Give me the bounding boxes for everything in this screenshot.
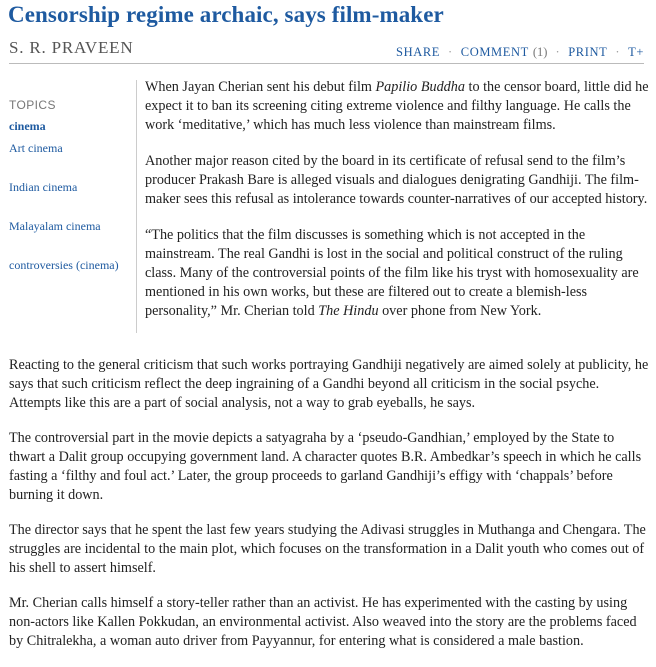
article-paragraph-5: The controversial part in the movie depicts a satyagraha by a ‘pseudo-Gandhian,’ employed by the State to thwart a Dalit group occupying government land. A character quotes B.R. Ambedkar’s speech in which he calls fasting a ‘filthy and foul act.’ Later, the group proceeds to garland Gandhiji’s effigy with ‘chappals’ before burning it down. <box>9 430 642 503</box>
toolbar-separator: · <box>615 45 621 59</box>
author-byline: S. R. PRAVEEN <box>9 38 134 57</box>
header-divider <box>9 63 644 64</box>
topics-sidebar <box>9 98 131 297</box>
newspaper-name: The Hindu <box>318 303 379 319</box>
article-body <box>9 356 651 667</box>
topic-link-controversies-cinema[interactable]: controversies (cinema) <box>9 258 119 272</box>
share-button[interactable]: SHARE <box>396 45 441 59</box>
article-paragraph-2: Another major reason cited by the board in its certificate of refusal send to the film’s producer Prakash Bare is alleged visuals and dialogues denigrating Gandhiji. The film-maker sees this refusal as intolerance towards counter-narratives of our accepted history. <box>145 153 648 207</box>
topic-link-malayalam-cinema[interactable]: Malayalam cinema <box>9 219 101 233</box>
comment-count: (1) <box>532 45 548 59</box>
toolbar-separator: · <box>555 45 561 59</box>
article-paragraph-4: Reacting to the general criticism that such works portraying Gandhiji negatively are aimed solely at publicity, he says that such criticism reflect the deep ingraining of a Gandhi beyond all criticism in the social psyche. Attempts like this are a part of social analysis, not a way to grab eyeballs, he says. <box>9 357 649 411</box>
article-headline: Censorship regime archaic, says film-maker <box>8 2 444 27</box>
article-paragraph-1: When Jayan Cherian sent his debut film Papilio Buddha to the censor board, little did he expect it to ban its screening citing extreme violence and filthy language. He calls the work ‘meditative,’ which has much less violence than mainstream films. <box>145 79 649 133</box>
toolbar-separator: · <box>448 45 453 59</box>
topic-link-cinema[interactable]: cinema <box>9 119 46 133</box>
sidebar-divider <box>136 80 137 333</box>
article-paragraph-7: Mr. Cherian calls himself a story-teller rather than an activist. He has experimented with the casting by using non-actors like Kallen Pokkudan, an environmental activist. Also weaved into the story are the problems faced by Chitralekha, a woman auto driver from Payyannur, for entering what is considered a male bastion. <box>9 595 637 649</box>
text-size-button[interactable]: T+ <box>628 45 644 59</box>
article-paragraph-6: The director says that he spent the last few years studying the Adivasi struggles in Muthanga and Chengara. The struggles are incidental to the main plot, which focuses on the transformation in a Dalit youth who comes out of his shell to assert himself. <box>9 522 646 576</box>
article-lead-column <box>145 78 651 338</box>
comment-button[interactable] <box>461 45 548 60</box>
article-toolbar <box>396 45 644 60</box>
topics-heading: TOPICS <box>9 98 56 112</box>
print-button[interactable]: PRINT <box>568 45 608 59</box>
topic-link-indian-cinema[interactable]: Indian cinema <box>9 180 78 194</box>
topic-link-art-cinema[interactable]: Art cinema <box>9 141 63 155</box>
article-paragraph-3: “The politics that the film discusses is something which is not accepted in the mainstream. The real Gandhi is lost in the social and political construct of the ruling class. Many of the controversial points of the film like his tryst with homosexuality are mentioned in his own works, but these are filtered out to create a blemish-less personality,” Mr. Cherian told The Hindu over phone from New York. <box>145 227 639 319</box>
film-title: Papilio Buddha <box>375 79 465 95</box>
comment-label: COMMENT <box>460 45 529 59</box>
